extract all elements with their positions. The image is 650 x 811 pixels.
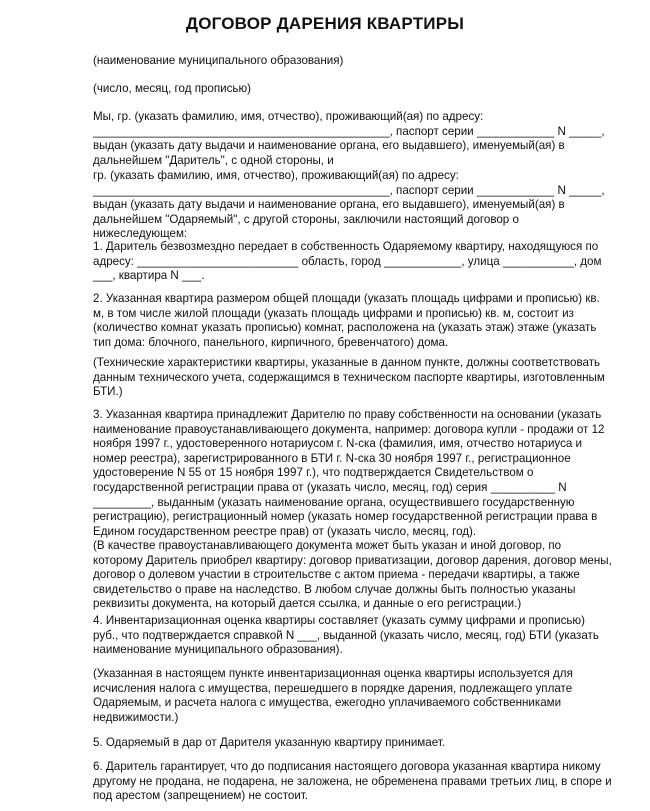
clause-2-paragraph: 2. Указанная квартира размером общей площади (указать площадь цифрами и прописью) кв. м, в том числе жилой площади (указать площадь цифрами и прописью) кв. м, состоит из (количество комнат указать прописью) комнат, расположена на (указать этаж) этаже (указать тип дома: блочного, панельного, кирпичного, бревенчатого) дома. bbox=[93, 292, 600, 349]
donor-party-paragraph: Мы, гр. (указать фамилию, имя, отчество), проживающий(ая) по адресу: ______________________________________________, паспорт серии ____________ N _____, выдан (указать дату выдачи и наименование органа, его выдавшего), именуемый(ая) в дальнейшем "Даритель", с одной стороны, и bbox=[93, 110, 605, 167]
municipality-placeholder: (наименование муниципального образования) bbox=[93, 54, 344, 67]
clause-5-paragraph: 5. Одаряемый в дар от Дарителя указанную квартиру принимает. bbox=[93, 736, 446, 749]
clause-4-paragraph: 4. Инвентаризационная оценка квартиры составляет (указать сумму цифрами и прописью) руб., что подтверждается справкой N ___, выданной (указать число, месяц, год) БТИ (указать наименование муниципального образования). bbox=[93, 614, 599, 657]
date-placeholder: (число, месяц, год прописью) bbox=[93, 82, 252, 95]
clause-6-paragraph: 6. Даритель гарантирует, что до подписания настоящего договора указанная квартира никому другому не продана, не подарена, не заложена, не обременена правами третьих лиц, в споре и под арестом (запрещением) не состоит. bbox=[93, 760, 612, 803]
clause-3-paragraph: 3. Указанная квартира принадлежит Дарителю по праву собственности на основании (указать наименование правоустанавливающего документа, например: договора купли - продажи от 12 ноября 1997 г., удостоверенного нотариусом г. N-ска (фамилия, имя, отчество нотариуса и номер реестра), зарегистрированного в БТИ г. N-ска 30 ноября 1997 г., регистрационное удостоверение N 55 от 15 ноября 1997 г.), что подтверждается Свидетельством о государственной регистрации права от (указать число, месяц, год) серия __________ N _________, выданным (указать наименование органа, осуществившего государственную регистрацию), регистрационный номер (указать номер государственной регистрации права в Едином государственном реестре прав) от (указать число, месяц, год). bbox=[93, 408, 605, 538]
clause-4-note: (Указанная в настоящем пункте инвентаризационная оценка квартиры используется для исчисления налога с имущества, перешедшего в порядке дарения, подлежащего уплате Одаряемым, и расчета налога с имущества, ежегодно уплачиваемого собственниками недвижимости.) bbox=[93, 667, 573, 724]
donee-party-paragraph: гр. (указать фамилию, имя, отчество), проживающий(ая) по адресу: ______________________________________________, паспорт серии ____________ N _____, выдан (указать дату выдачи и наименование органа, его выдавшего), именуемый(ая) в дальнейшем "Одаряемый", с другой стороны, заключили настоящий договор о нижеследующем: bbox=[93, 169, 605, 241]
clause-3-note: (В качестве правоустанавливающего документа может быть указан и иной договор, по которому Даритель приобрел квартиру: договор приватизации, договор дарения, договор мены, договор о долевом участии в строительстве с актом приема - передачи квартиры, а также свидетельство о праве на наследство. В любом случае должны быть полностью указаны реквизиты документа, на который дается ссылка, и данные о его регистрации.) bbox=[93, 539, 612, 611]
clause-2-note: (Технические характеристики квартиры, указанные в данном пункте, должны соответствовать данным технического учета, содержащимся в техническом паспорте квартиры, изготовленным БТИ.) bbox=[93, 356, 605, 399]
document-title: ДОГОВОР ДАРЕНИЯ КВАРТИРЫ bbox=[185, 14, 465, 33]
clause-1-paragraph: 1. Даритель безвозмездно передает в собственность Одаряемому квартиру, находящуюся по адресу: _________________________ область, город ____________, улица ___________, дом ___, квартира N ___. bbox=[93, 240, 602, 283]
